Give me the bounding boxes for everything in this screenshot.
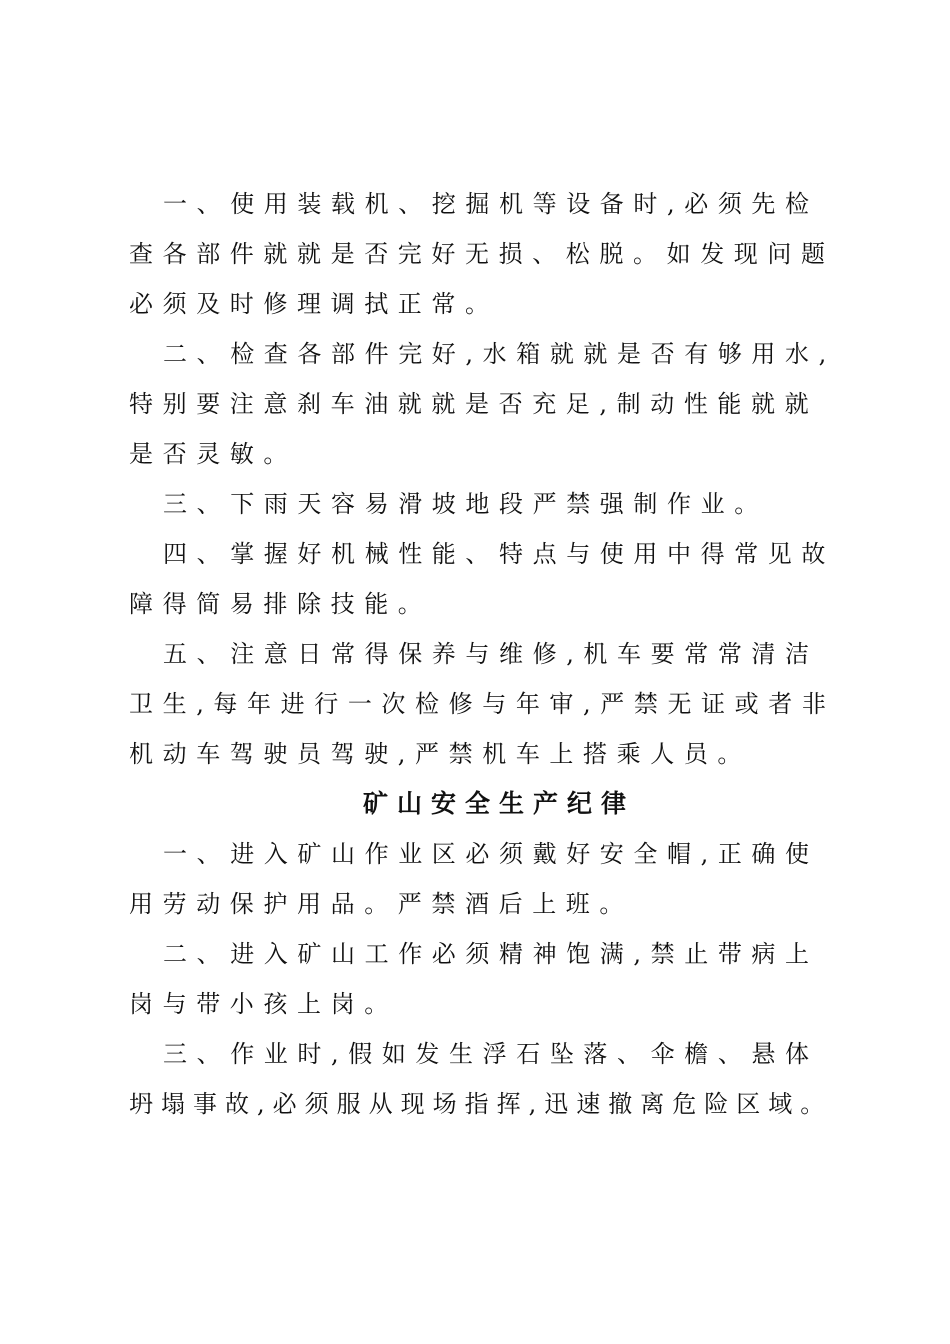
text-line: 坍塌事故,必须服从现场指挥,迅速撤离危险区域。 (129, 1090, 833, 1118)
text-line: 三、下雨天容易滑坡地段严禁强制作业。 (163, 490, 768, 518)
text-line: 卫生,每年进行一次检修与年审,严禁无证或者非 (129, 690, 836, 718)
text-line: 一、使用装载机、挖掘机等设备时,必须先检 (163, 190, 819, 218)
text-line: 障得简易排除技能。 (129, 590, 432, 618)
text-line: 机动车驾驶员驾驶,严禁机车上搭乘人员。 (129, 740, 752, 768)
text-line: 特别要注意刹车油就就是否充足,制动性能就就 (129, 390, 819, 418)
text-line: 二、检查各部件完好,水箱就就是否有够用水, (163, 340, 836, 368)
text-line: 三、作业时,假如发生浮石坠落、伞檐、悬体 (163, 1040, 819, 1068)
text-line: 五、注意日常得保养与维修,机车要常常清洁 (163, 640, 819, 668)
text-line: 查各部件就就是否完好无损、松脱。如发现问题 (129, 240, 835, 268)
section-heading: 矿山安全生产纪律 (363, 789, 636, 818)
text-line: 必须及时修理调拭正常。 (129, 290, 499, 318)
text-line: 用劳动保护用品。严禁酒后上班。 (129, 890, 633, 918)
text-line: 岗与带小孩上岗。 (129, 990, 398, 1018)
text-line: 二、进入矿山工作必须精神饱满,禁止带病上 (163, 940, 819, 968)
text-line: 是否灵敏。 (129, 440, 297, 468)
text-line: 四、掌握好机械性能、特点与使用中得常见故 (163, 540, 835, 568)
text-line: 一、进入矿山作业区必须戴好安全帽,正确使 (163, 840, 819, 868)
